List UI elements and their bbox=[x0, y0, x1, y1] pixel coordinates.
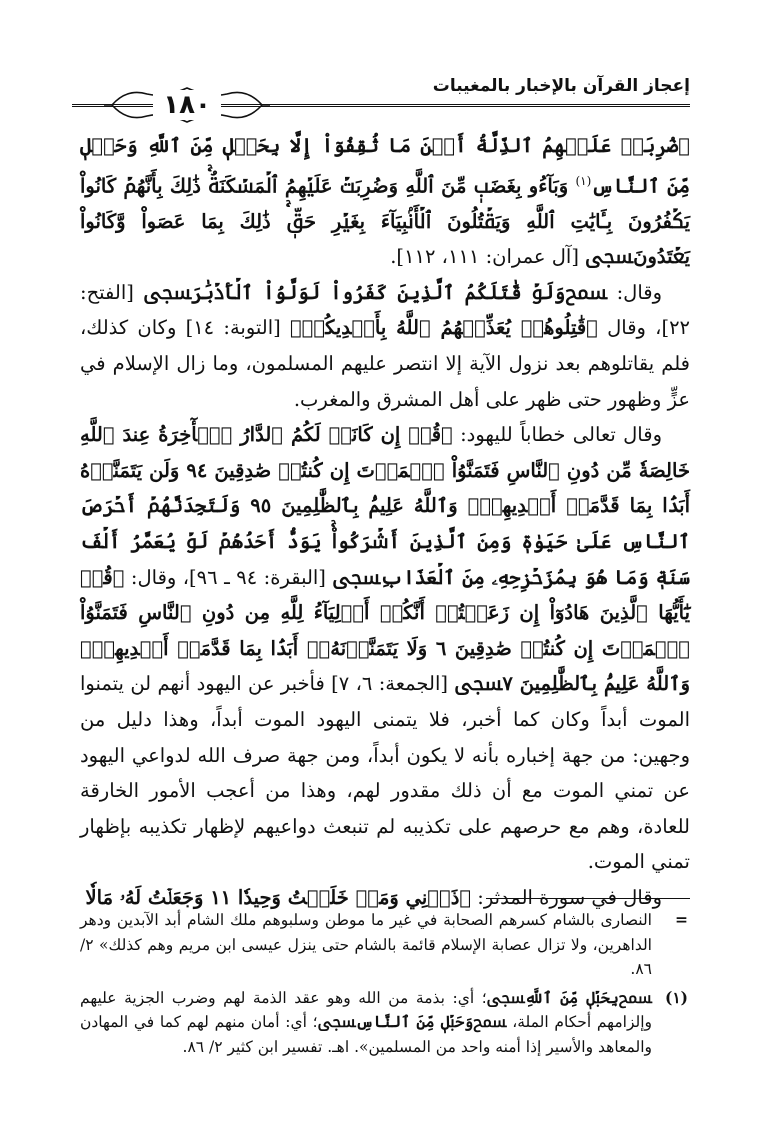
footnote-text bbox=[80, 911, 652, 978]
text-run: [الفتح: ٢٢]، وقال bbox=[80, 280, 691, 340]
main-text bbox=[80, 128, 690, 916]
footnote-separator bbox=[486, 898, 690, 899]
text-run: وقال تعالى خطاباً لليهود: bbox=[452, 423, 662, 447]
quran-verse: ﵟذَرۡنِي وَمَنۡ خَلَقۡتُ وَحِيدٗا ١١ وَجَعَلۡتُ لَهُۥ مَالٗا bbox=[85, 885, 472, 909]
paragraph bbox=[80, 128, 690, 275]
footnote bbox=[80, 908, 692, 982]
footnotes bbox=[80, 908, 692, 1063]
footnote-mark: (١) bbox=[664, 987, 688, 1007]
footnote-ref: (١) bbox=[575, 173, 592, 188]
quran-verse: ﵟقَٰتِلُوهُمۡ يُعَذِّبۡهُمُ ٱللَّهُ بِأَيۡدِيكُمۡﵞ bbox=[289, 316, 598, 340]
footnote bbox=[80, 986, 692, 1060]
book-title: إعجاز القرآن بالإخبار بالمغيبات bbox=[432, 76, 690, 96]
page-number-ornament bbox=[102, 84, 272, 126]
text-run: [آل عمران: ١١١، ١١٢]. bbox=[390, 245, 586, 269]
quran-verse: وَبَآءُو بِغَضَبٖ مِّنَ ٱللَّهِ وَضُرِبَتۡ عَلَيۡهِمُ ٱلۡمَسۡكَنَةُۚ ذَٰلِكَ بِأَنَّهُمۡ كَانُواْ يَكۡفُرُونَ بِـَٔايَٰتِ ٱللَّهِ وَيَقۡتُلُونَ ٱلۡأَنۢبِيَآءَ بِغَيۡرِ حَقّٖۚ ذَٰلِكَ بِمَا عَصَواْ وَّكَانُواْ يَعۡتَدُونَﵞ bbox=[80, 174, 690, 269]
text-run: ؛ أي: أمان منهم لهم كما في المهادن والمعاهد والأسير إذا أمنه واحد من المسلمين». اهـ. تفسير ابن كثير ٢/ ٨٦. bbox=[80, 1013, 652, 1056]
quran-verse: ﵟقُلۡ إِن كَانَتۡ لَكُمُ ٱلدَّارُ ٱلۡأٓخِرَةُ عِندَ ٱللَّهِ خَالِصَةٗ مِّن دُونِ ٱلنَّاسِ فَتَمَنَّوُاْ ٱلۡمَوۡتَ إِن كُنتُمۡ صَٰدِقِينَ ٩٤ وَلَن يَتَمَنَّوۡهُ أَبَدَۢا بِمَا قَدَّمَتۡ أَيۡدِيهِمۡۚ وَٱللَّهُ عَلِيمُۢ بِٱلظَّٰلِمِينَ ٩٥ وَلَتَجِدَنَّهُمۡ أَحۡرَصَ ٱلنَّاسِ عَلَىٰ حَيَوٰةٖ وَمِنَ ٱلَّذِينَ أَشۡرَكُواْۚ يَوَدُّ أَحَدُهُمۡ لَوۡ يُعَمَّرُ أَلۡفَ سَنَةٖ وَمَا هُوَ بِمُزَحۡزِحِهِۦ مِنَ ٱلۡعَذَابِﵞ bbox=[80, 423, 690, 589]
text-run: [التوبة: ١٤] وكان كذلك، فلم يقاتلوهم بعد نزول الآية إلا انتصر عليهم المسلمون، وما زال الإسلام في عزٍّ وظهور حتى ظهر على أهل المشرق والمغرب. bbox=[80, 316, 690, 411]
text-run: وقال: bbox=[607, 280, 662, 304]
text-run: وقال في سورة المدثر: bbox=[471, 885, 662, 909]
text-run: [البقرة: ٩٤ ـ ٩٦]، وقال: bbox=[124, 565, 333, 589]
paragraph bbox=[80, 417, 690, 880]
quran-verse: ﵟقُلۡ يَٰٓأَيُّهَا ٱلَّذِينَ هَادُوٓاْ إِن زَعَمۡتُمۡ أَنَّكُمۡ أَوۡلِيَآءُ لِلَّهِ مِن دُونِ ٱلنَّاسِ فَتَمَنَّوُاْ ٱلۡمَوۡتَ إِن كُنتُمۡ صَٰدِقِينَ ٦ وَلَا يَتَمَنَّوۡنَهُۥٓ أَبَدَۢا بِمَا قَدَّمَتۡ أَيۡدِيهِمۡۚ وَٱللَّهُ عَلِيمُۢ بِٱلظَّٰلِمِينَ ٧ﵞ bbox=[80, 565, 690, 696]
quran-verse: ﵟبِحَبۡلٖ مِّنَ ٱللَّهِﵞ bbox=[486, 987, 652, 1007]
text-run: ؛ أي: بذمة من الله وهو عقد الذمة لهم وضرب الجزية عليهم وإلزامهم أحكام الملة، bbox=[80, 988, 653, 1031]
paragraph bbox=[80, 275, 690, 417]
footnote-text bbox=[80, 989, 652, 1056]
quran-verse: ﵟوَلَوۡ قَٰتَلَكُمُ ٱلَّذِينَ كَفَرُواْ لَوَلَّوُاْ ٱلۡأَدۡبَٰرَﵞ bbox=[143, 280, 608, 304]
text-run: [الجمعة: ٦، ٧] فأخبر عن اليهود أنهم لن يتمنوا الموت أبداً وكان كما أخبر، فلا يتمنى اليهود الموت أبداً، وهذا دليل من وجهين: من جهة إخباره بأنه لا يكون أبداً، ومن جهة صرف الله لدواعي اليهود عن تمني الموت مع أن ذلك مقدور لهم، وهذا من أعجب الأمور الخارقة للعادة، وهم مع حرصهم على تكذيبه لم تنبعث دواعيهم لإظهار تكذيبه بإظهار تمني الموت. bbox=[80, 672, 690, 874]
quran-verse: ﵟضُرِبَتۡ عَلَيۡهِمُ ٱلذِّلَّةُ أَيۡنَ مَا ثُقِفُوٓاْ إِلَّا بِحَبۡلٖ مِّنَ ٱللَّهِ وَحَبۡلٖ مِّنَ ٱلنَّاسِ bbox=[80, 134, 690, 198]
quran-verse: ﵟوَحَبۡلٖ مِّنَ ٱلنَّاسِﵞ bbox=[317, 1012, 507, 1031]
page-header bbox=[72, 64, 690, 120]
text-run: النصارى بالشام كسرهم الصحابة في غير ما موطن وسلبوهم ملك الشام أبد الآبدين ودهر الداهرين، ولا تزال عصابة الإسلام قائمة بالشام حتى ينزل عيسى ابن مريم وهم كذلك» ٢/ ٨٦. bbox=[80, 911, 652, 978]
footnote-mark: = bbox=[675, 910, 688, 929]
page-number: ١٨٠ bbox=[153, 90, 221, 120]
